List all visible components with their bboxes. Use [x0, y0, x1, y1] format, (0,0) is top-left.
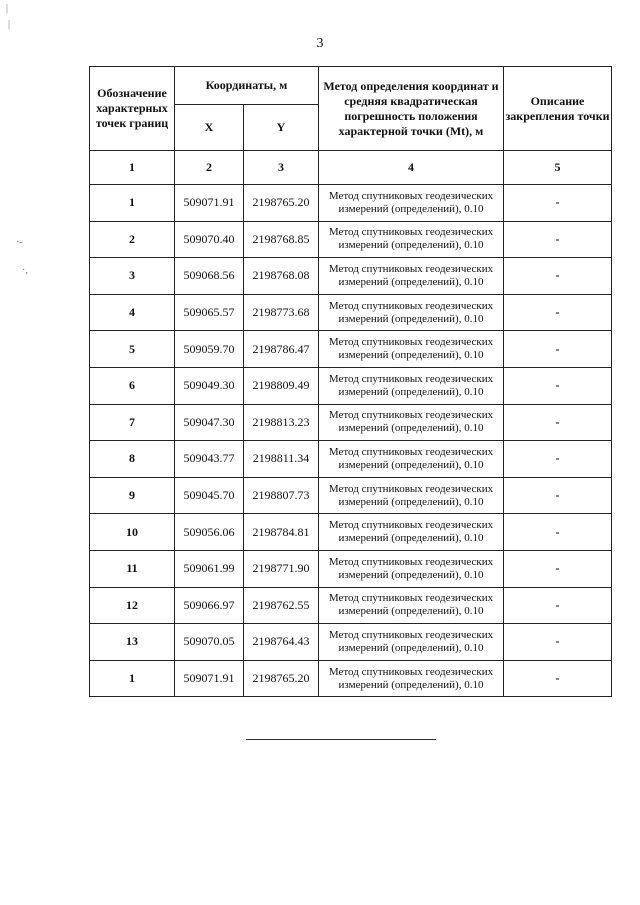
table-row [90, 624, 612, 661]
coord-y: 2198765.20 [244, 185, 319, 222]
coord-x: 509071.91 [175, 660, 244, 697]
coord-y: 2198771.90 [244, 550, 319, 587]
point-id: 2 [90, 221, 175, 258]
point-id: 10 [90, 514, 175, 551]
description-cell: - [504, 550, 612, 587]
coord-x: 509049.30 [175, 367, 244, 404]
table-row [90, 404, 612, 441]
header-method: Метод определения координат и средняя квадратическая погрешность положения характерной точки (Mt), м [319, 67, 504, 151]
description-cell: - [504, 477, 612, 514]
coord-x: 509070.40 [175, 221, 244, 258]
coord-y: 2198786.47 [244, 331, 319, 368]
page-number: 3 [316, 36, 324, 51]
scan-artifact: | [8, 19, 11, 30]
description-cell: - [504, 258, 612, 295]
point-id: 4 [90, 294, 175, 331]
column-number: 3 [244, 151, 319, 185]
coord-y: 2198765.20 [244, 660, 319, 697]
method-cell: Метод спутниковых геодезических измерений (определений), 0.10 [319, 221, 504, 258]
description-cell: - [504, 514, 612, 551]
coord-x: 509071.91 [175, 185, 244, 222]
table-row [90, 185, 612, 222]
point-id: 5 [90, 331, 175, 368]
table-row [90, 550, 612, 587]
coord-x: 509047.30 [175, 404, 244, 441]
coord-x: 509059.70 [175, 331, 244, 368]
method-cell: Метод спутниковых геодезических измерений (определений), 0.10 [319, 624, 504, 661]
point-id: 3 [90, 258, 175, 295]
method-cell: Метод спутниковых геодезических измерений (определений), 0.10 [319, 660, 504, 697]
point-id: 1 [90, 185, 175, 222]
coord-y: 2198768.85 [244, 221, 319, 258]
table-row [90, 294, 612, 331]
coord-y: 2198762.55 [244, 587, 319, 624]
point-id: 13 [90, 624, 175, 661]
description-cell: - [504, 294, 612, 331]
table-row [90, 331, 612, 368]
column-number: 2 [175, 151, 244, 185]
column-number: 1 [90, 151, 175, 185]
description-cell: - [504, 221, 612, 258]
table-row [90, 477, 612, 514]
method-cell: Метод спутниковых геодезических измерений (определений), 0.10 [319, 331, 504, 368]
description-cell: - [504, 331, 612, 368]
header-coordinates: Координаты, м [175, 67, 319, 105]
method-cell: Метод спутниковых геодезических измерений (определений), 0.10 [319, 185, 504, 222]
point-id: 9 [90, 477, 175, 514]
table-row [90, 660, 612, 697]
column-number-row [90, 151, 612, 185]
coord-y: 2198811.34 [244, 441, 319, 478]
description-cell: - [504, 587, 612, 624]
description-cell: - [504, 441, 612, 478]
table-row [90, 514, 612, 551]
column-number: 4 [319, 151, 504, 185]
point-id: 7 [90, 404, 175, 441]
method-cell: Метод спутниковых геодезических измерений (определений), 0.10 [319, 367, 504, 404]
coord-y: 2198764.43 [244, 624, 319, 661]
method-cell: Метод спутниковых геодезических измерений (определений), 0.10 [319, 587, 504, 624]
column-number: 5 [504, 151, 612, 185]
coord-y: 2198809.49 [244, 367, 319, 404]
scan-artifact: ·- [16, 237, 23, 248]
coord-x: 509066.97 [175, 587, 244, 624]
coord-x: 509043.77 [175, 441, 244, 478]
description-cell: - [504, 404, 612, 441]
point-id: 8 [90, 441, 175, 478]
point-id: 12 [90, 587, 175, 624]
table-row [90, 441, 612, 478]
header-y: Y [244, 105, 319, 151]
coord-x: 509068.56 [175, 258, 244, 295]
coord-x: 509070.05 [175, 624, 244, 661]
header-description: Описание закрепления точки [504, 67, 612, 151]
method-cell: Метод спутниковых геодезических измерений (определений), 0.10 [319, 258, 504, 295]
method-cell: Метод спутниковых геодезических измерений (определений), 0.10 [319, 477, 504, 514]
boundary-points-table [89, 66, 612, 697]
coord-y: 2198773.68 [244, 294, 319, 331]
method-cell: Метод спутниковых геодезических измерений (определений), 0.10 [319, 404, 504, 441]
point-id: 11 [90, 550, 175, 587]
table-row [90, 258, 612, 295]
table-row [90, 221, 612, 258]
footer-divider [246, 739, 436, 740]
coord-y: 2198813.23 [244, 404, 319, 441]
header-x: X [175, 105, 244, 151]
coord-y: 2198784.81 [244, 514, 319, 551]
method-cell: Метод спутниковых геодезических измерений (определений), 0.10 [319, 514, 504, 551]
coord-x: 509045.70 [175, 477, 244, 514]
description-cell: - [504, 624, 612, 661]
coord-y: 2198807.73 [244, 477, 319, 514]
table-row [90, 587, 612, 624]
header-designation: Обозначение характерных точек границ [90, 67, 175, 151]
coord-x: 509061.99 [175, 550, 244, 587]
scan-artifact: ·, [22, 265, 28, 276]
point-id: 6 [90, 367, 175, 404]
point-id: 1 [90, 660, 175, 697]
coord-y: 2198768.08 [244, 258, 319, 295]
coord-x: 509065.57 [175, 294, 244, 331]
description-cell: - [504, 660, 612, 697]
scan-artifact: | [6, 3, 9, 14]
method-cell: Метод спутниковых геодезических измерений (определений), 0.10 [319, 441, 504, 478]
description-cell: - [504, 367, 612, 404]
coord-x: 509056.06 [175, 514, 244, 551]
method-cell: Метод спутниковых геодезических измерений (определений), 0.10 [319, 550, 504, 587]
table-row [90, 367, 612, 404]
description-cell: - [504, 185, 612, 222]
method-cell: Метод спутниковых геодезических измерений (определений), 0.10 [319, 294, 504, 331]
